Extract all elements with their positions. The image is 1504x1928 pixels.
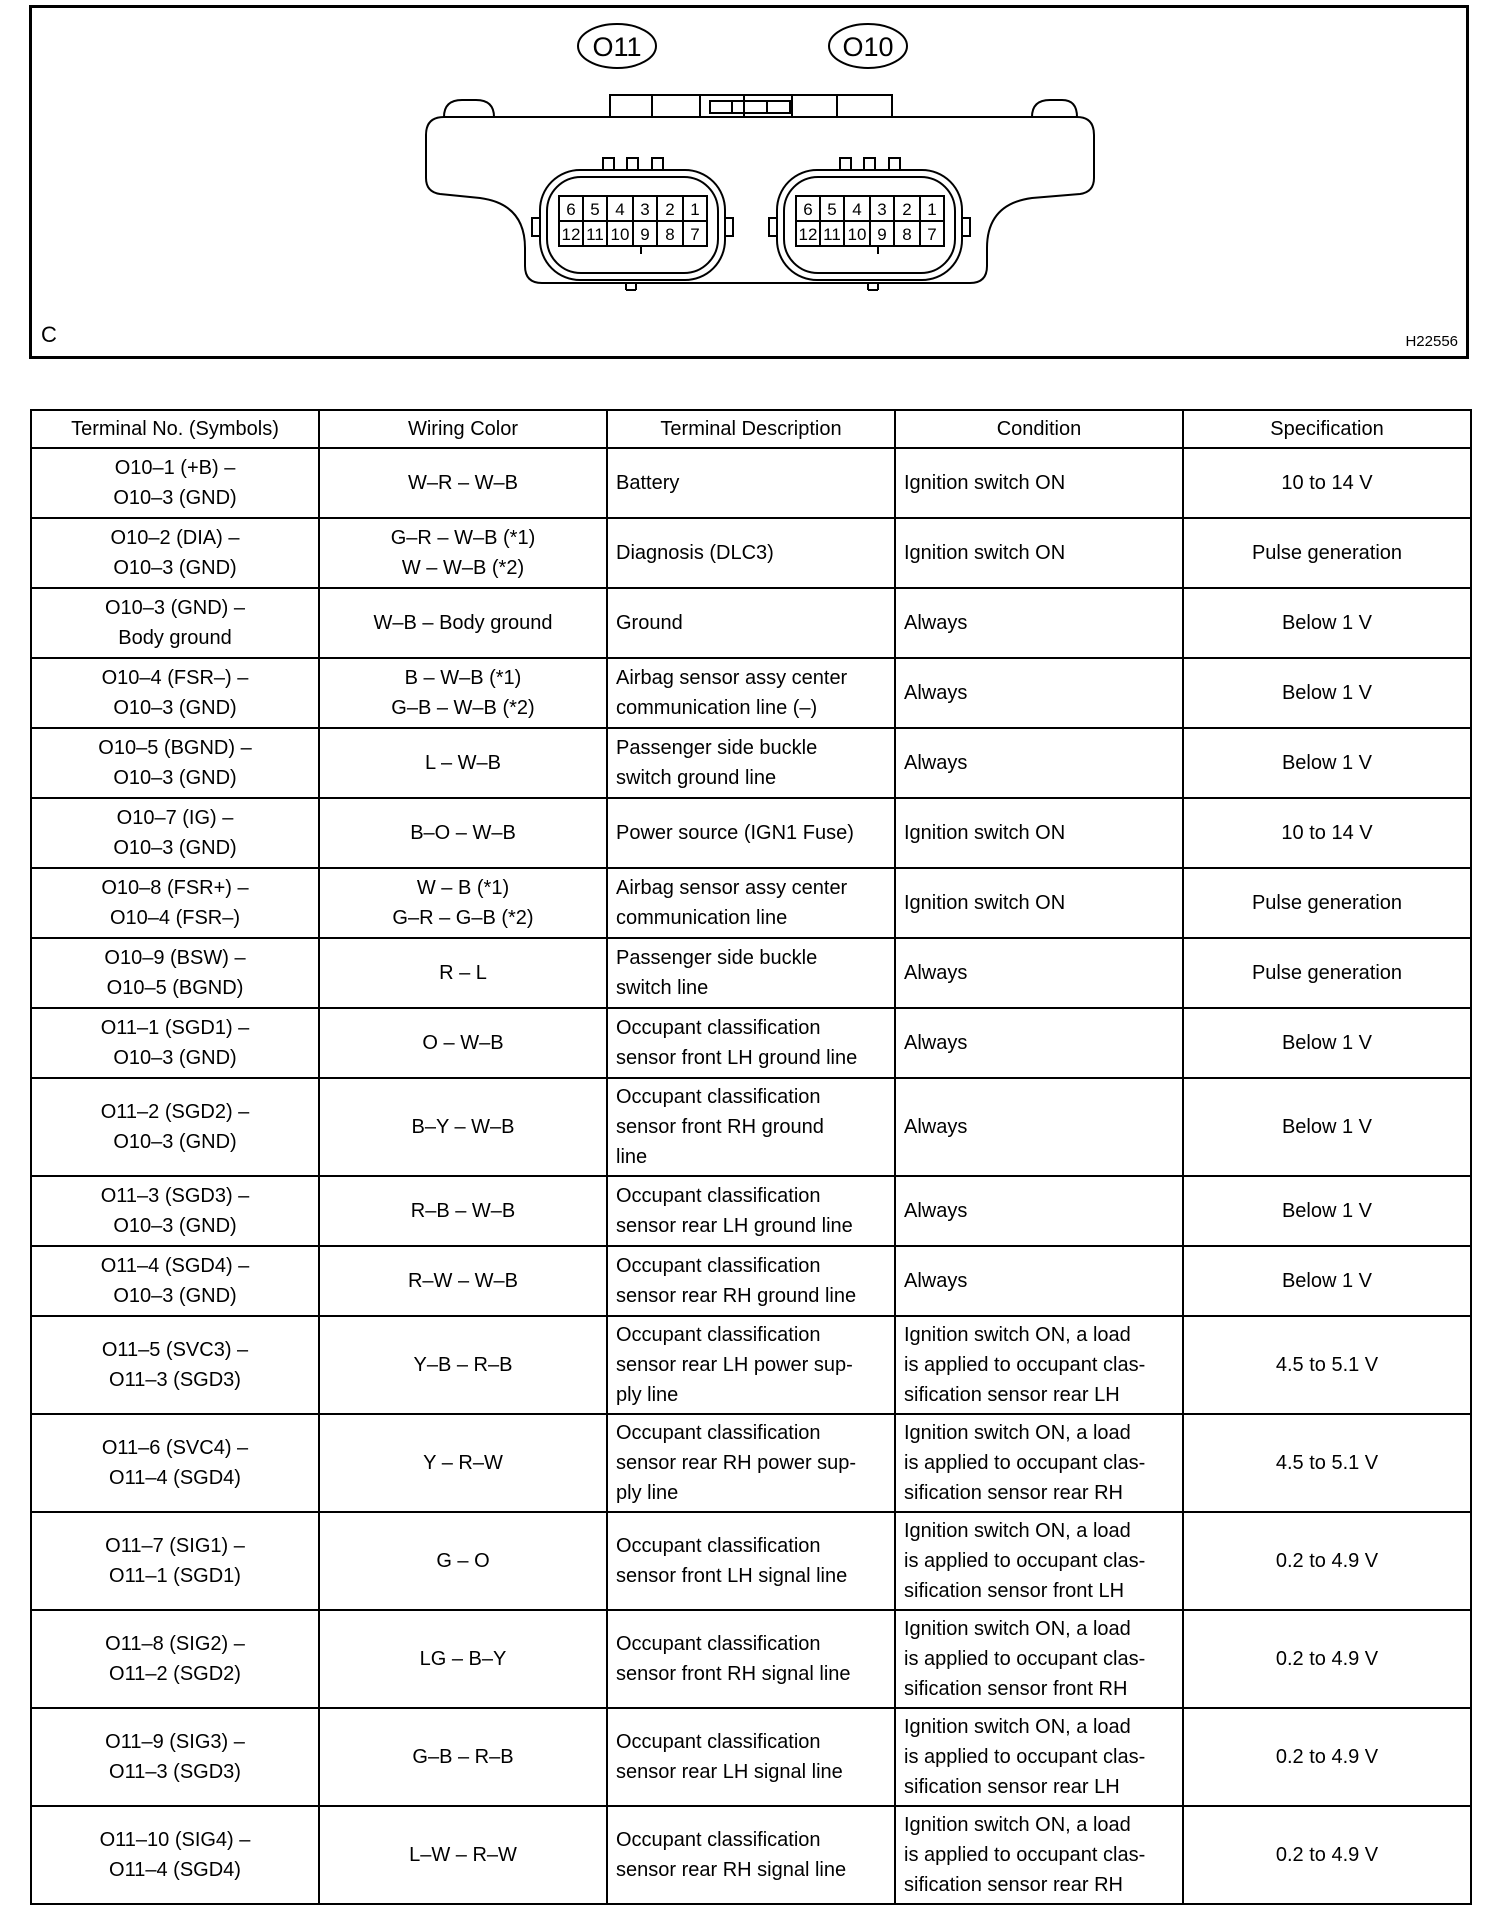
o11-pin: 1 xyxy=(690,200,700,219)
condition-cell xyxy=(895,938,1183,1008)
wiring-color-cell xyxy=(319,1708,607,1806)
condition-cell xyxy=(895,1610,1183,1708)
wiring-color-cell-line: W – B (*1) xyxy=(416,877,510,899)
description-cell-line: Ground xyxy=(616,612,683,634)
terminal-cell xyxy=(31,1708,319,1806)
terminal-cell-line: O11–6 (SVC4) – xyxy=(101,1437,249,1459)
description-cell xyxy=(607,658,895,728)
table-row xyxy=(31,1512,1471,1610)
condition-cell-line: Ignition switch ON, a load xyxy=(904,1324,1131,1346)
specification-cell: Below 1 V xyxy=(1183,588,1471,658)
terminal-cell-line: O10–4 (FSR–) – xyxy=(101,667,249,689)
condition-cell xyxy=(895,448,1183,518)
condition-cell xyxy=(895,588,1183,658)
description-cell-line: Occupant classification xyxy=(616,1255,821,1277)
terminal-cell-line: O10–3 (GND) – xyxy=(104,597,246,619)
specification-cell: 0.2 to 4.9 V xyxy=(1183,1512,1471,1610)
specification-cell: 4.5 to 5.1 V xyxy=(1183,1414,1471,1512)
table-row xyxy=(31,658,1471,728)
terminal-cell xyxy=(31,658,319,728)
wiring-color-cell xyxy=(319,518,607,588)
condition-cell-line: Always xyxy=(904,1270,968,1292)
terminal-cell-line: O10–1 (+B) – xyxy=(114,457,236,479)
description-cell-line: sensor rear RH signal line xyxy=(616,1859,847,1881)
wiring-color-cell xyxy=(319,798,607,868)
terminal-cell-line: O10–5 (BGND) – xyxy=(98,737,252,759)
terminal-cell xyxy=(31,1078,319,1176)
description-cell xyxy=(607,448,895,518)
terminal-cell-line: O11–1 (SGD1) xyxy=(109,1565,241,1587)
description-cell-line: ply line xyxy=(616,1482,679,1504)
header-terminal: Terminal No. (Symbols) xyxy=(31,410,319,448)
table-header-row xyxy=(31,410,1471,448)
terminal-cell-line: O10–3 (GND) xyxy=(113,1131,237,1153)
description-cell-line: communication line xyxy=(616,907,788,929)
condition-cell-line: sification sensor front RH xyxy=(904,1678,1128,1700)
condition-cell-line: sification sensor front LH xyxy=(904,1580,1125,1602)
condition-cell-line: is applied to occupant clas- xyxy=(904,1746,1146,1768)
specification-cell: 10 to 14 V xyxy=(1183,448,1471,518)
condition-cell-line: is applied to occupant clas- xyxy=(904,1452,1146,1474)
table-row xyxy=(31,1806,1471,1904)
description-cell-line: line xyxy=(616,1146,648,1168)
description-cell-line: Occupant classification xyxy=(616,1829,821,1851)
condition-cell-line: Ignition switch ON, a load xyxy=(904,1618,1131,1640)
o10-pin: 12 xyxy=(798,225,818,244)
terminal-cell-line: O11–10 (SIG4) – xyxy=(99,1829,251,1851)
terminal-cell-line: O11–4 (SGD4) xyxy=(109,1859,241,1881)
terminal-cell-line: O11–1 (SGD1) – xyxy=(100,1017,250,1039)
description-cell xyxy=(607,588,895,658)
o11-pin: 9 xyxy=(640,225,650,244)
wiring-color-cell-line: R – L xyxy=(439,962,487,984)
housing-outline xyxy=(426,117,1094,283)
condition-cell-line: sification sensor rear RH xyxy=(904,1482,1123,1504)
specification-cell: 0.2 to 4.9 V xyxy=(1183,1806,1471,1904)
wiring-color-cell-line: G–B – R–B xyxy=(412,1746,514,1768)
wiring-color-cell-line: W–R – W–B xyxy=(407,472,519,494)
description-cell-line: sensor rear LH ground line xyxy=(616,1215,853,1237)
wiring-color-cell xyxy=(319,1806,607,1904)
terminal-cell-line: O11–2 (SGD2) – xyxy=(100,1101,250,1123)
wiring-color-cell xyxy=(319,938,607,1008)
o11-connector xyxy=(532,158,733,280)
table-row xyxy=(31,448,1471,518)
table-row xyxy=(31,1246,1471,1316)
description-cell xyxy=(607,1316,895,1414)
condition-cell xyxy=(895,1708,1183,1806)
terminal-cell-line: O10–3 (GND) xyxy=(113,1285,237,1307)
description-cell xyxy=(607,1708,895,1806)
wiring-color-cell-line: L–W – R–W xyxy=(409,1844,517,1866)
description-cell xyxy=(607,1806,895,1904)
table-row xyxy=(31,1610,1471,1708)
terminal-cell-line: O11–4 (SGD4) – xyxy=(100,1255,250,1277)
wiring-color-cell-line: R–W – W–B xyxy=(407,1270,519,1292)
condition-cell xyxy=(895,518,1183,588)
o10-pin: 3 xyxy=(877,200,887,219)
o10-pin: 2 xyxy=(902,200,912,219)
o10-pin: 5 xyxy=(827,200,837,219)
terminal-cell-line: O10–8 (FSR+) – xyxy=(101,877,249,899)
specification-cell: 0.2 to 4.9 V xyxy=(1183,1610,1471,1708)
condition-cell xyxy=(895,1512,1183,1610)
description-cell-line: Passenger side buckle xyxy=(616,947,818,969)
terminal-cell-line: O10–3 (GND) xyxy=(113,837,237,859)
description-cell xyxy=(607,868,895,938)
wiring-color-cell-line: B–O – W–B xyxy=(410,822,516,844)
terminal-cell xyxy=(31,1246,319,1316)
description-cell-line: Airbag sensor assy center xyxy=(616,667,848,689)
connector-diagram xyxy=(29,5,1469,359)
table-row xyxy=(31,1078,1471,1176)
wiring-color-cell-line: G – O xyxy=(436,1550,490,1572)
description-cell-line: sensor front LH signal line xyxy=(616,1565,848,1587)
condition-cell-line: Ignition switch ON xyxy=(904,892,1066,914)
wiring-color-cell xyxy=(319,1610,607,1708)
wiring-color-cell-line: G–R – G–B (*2) xyxy=(392,907,534,929)
description-cell-line: sensor front RH ground xyxy=(616,1116,824,1138)
description-cell-line: sensor rear LH power sup- xyxy=(616,1354,853,1376)
description-cell xyxy=(607,1008,895,1078)
description-cell-line: switch ground line xyxy=(616,767,777,789)
o11-pin: 8 xyxy=(665,225,675,244)
description-cell-line: Airbag sensor assy center xyxy=(616,877,848,899)
terminal-cell-line: O10–2 (DIA) – xyxy=(110,527,240,549)
wiring-color-cell xyxy=(319,1316,607,1414)
specification-cell: Below 1 V xyxy=(1183,1008,1471,1078)
terminal-cell xyxy=(31,938,319,1008)
description-cell xyxy=(607,1078,895,1176)
description-cell xyxy=(607,1414,895,1512)
terminal-cell-line: O11–2 (SGD2) xyxy=(109,1663,241,1685)
condition-cell-line: is applied to occupant clas- xyxy=(904,1648,1146,1670)
o10-pin: 8 xyxy=(902,225,912,244)
terminal-cell xyxy=(31,1806,319,1904)
wiring-color-cell-line: L – W–B xyxy=(425,752,501,774)
condition-cell-line: Always xyxy=(904,752,968,774)
terminal-cell-line: O10–3 (GND) xyxy=(113,767,237,789)
o10-pin: 9 xyxy=(877,225,887,244)
specification-cell: Pulse generation xyxy=(1183,938,1471,1008)
o10-pin: 7 xyxy=(927,225,937,244)
condition-cell xyxy=(895,1078,1183,1176)
condition-cell-line: Always xyxy=(904,1116,968,1138)
o10-pin: 10 xyxy=(847,225,867,244)
terminal-cell-line: O10–3 (GND) xyxy=(113,1215,237,1237)
description-cell-line: sensor rear RH power sup- xyxy=(616,1452,857,1474)
o11-pin: 2 xyxy=(665,200,675,219)
terminal-cell-line: O10–3 (GND) xyxy=(113,1047,237,1069)
o10-pin: 1 xyxy=(927,200,937,219)
description-cell xyxy=(607,938,895,1008)
condition-cell-line: Always xyxy=(904,1032,968,1054)
o11-pin: 5 xyxy=(590,200,600,219)
description-cell xyxy=(607,1610,895,1708)
specification-cell: 0.2 to 4.9 V xyxy=(1183,1708,1471,1806)
condition-cell xyxy=(895,1414,1183,1512)
terminal-cell-line: O11–5 (SVC3) – xyxy=(101,1339,249,1361)
terminal-cell xyxy=(31,1316,319,1414)
wiring-color-cell xyxy=(319,658,607,728)
wiring-color-cell-line: G–B – W–B (*2) xyxy=(391,697,535,719)
o11-pin: 7 xyxy=(690,225,700,244)
table-row xyxy=(31,798,1471,868)
o11-label: O11 xyxy=(592,32,642,62)
specification-cell: Below 1 V xyxy=(1183,1176,1471,1246)
specification-cell: Below 1 V xyxy=(1183,658,1471,728)
terminal-cell xyxy=(31,1008,319,1078)
condition-cell-line: sification sensor rear RH xyxy=(904,1874,1123,1896)
description-cell-line: Occupant classification xyxy=(616,1535,821,1557)
specification-cell: Below 1 V xyxy=(1183,1078,1471,1176)
wiring-color-cell xyxy=(319,868,607,938)
terminal-cell-line: O11–7 (SIG1) – xyxy=(105,1535,245,1557)
description-cell xyxy=(607,1512,895,1610)
terminal-cell xyxy=(31,448,319,518)
specification-cell: Below 1 V xyxy=(1183,1246,1471,1316)
wiring-color-cell-line: Y–B – R–B xyxy=(413,1354,513,1376)
condition-cell-line: Always xyxy=(904,962,968,984)
description-cell-line: Power source (IGN1 Fuse) xyxy=(616,822,854,844)
condition-cell-line: is applied to occupant clas- xyxy=(904,1844,1146,1866)
o10-connector xyxy=(769,158,970,280)
o11-pin: 3 xyxy=(640,200,650,219)
terminal-cell xyxy=(31,588,319,658)
description-cell-line: sensor front LH ground line xyxy=(616,1047,858,1069)
wiring-color-cell xyxy=(319,728,607,798)
header-wiring-color: Wiring Color xyxy=(319,410,607,448)
condition-cell-line: Always xyxy=(904,682,968,704)
description-cell-line: switch line xyxy=(616,977,709,999)
wiring-color-cell xyxy=(319,1176,607,1246)
table-row xyxy=(31,588,1471,658)
description-cell-line: Occupant classification xyxy=(616,1422,821,1444)
terminal-cell-line: Body ground xyxy=(118,627,232,649)
table-row xyxy=(31,518,1471,588)
terminal-cell xyxy=(31,1176,319,1246)
condition-cell-line: Always xyxy=(904,1200,968,1222)
description-cell-line: Passenger side buckle xyxy=(616,737,818,759)
description-cell xyxy=(607,518,895,588)
wiring-color-cell xyxy=(319,1246,607,1316)
condition-cell-line: Ignition switch ON, a load xyxy=(904,1814,1131,1836)
terminal-cell-line: O11–3 (SGD3) xyxy=(109,1369,241,1391)
description-cell xyxy=(607,728,895,798)
header-condition: Condition xyxy=(895,410,1183,448)
description-cell-line: Occupant classification xyxy=(616,1633,821,1655)
specification-cell: 4.5 to 5.1 V xyxy=(1183,1316,1471,1414)
o11-pin: 4 xyxy=(615,200,625,219)
condition-cell-line: Ignition switch ON, a load xyxy=(904,1422,1131,1444)
condition-cell-line: Ignition switch ON, a load xyxy=(904,1520,1131,1542)
terminal-cell-line: O10–9 (BSW) – xyxy=(104,947,246,969)
terminal-cell-line: O10–5 (BGND) xyxy=(106,977,244,999)
description-cell xyxy=(607,1246,895,1316)
condition-cell-line: Ignition switch ON xyxy=(904,822,1066,844)
description-cell-line: Occupant classification xyxy=(616,1324,821,1346)
terminal-cell-line: O11–4 (SGD4) xyxy=(109,1467,241,1489)
terminal-cell xyxy=(31,1512,319,1610)
figure-corner-letter: C xyxy=(41,322,57,347)
description-cell xyxy=(607,798,895,868)
specification-cell: 10 to 14 V xyxy=(1183,798,1471,868)
header-terminal-description: Terminal Description xyxy=(607,410,895,448)
wiring-color-cell-line: Y – R–W xyxy=(423,1452,503,1474)
description-cell-line: Occupant classification xyxy=(616,1185,821,1207)
condition-cell xyxy=(895,1246,1183,1316)
table-row xyxy=(31,1316,1471,1414)
condition-cell xyxy=(895,868,1183,938)
condition-cell xyxy=(895,1008,1183,1078)
description-cell-line: communication line (–) xyxy=(616,697,818,719)
terminal-cell-line: O11–9 (SIG3) – xyxy=(105,1731,245,1753)
terminal-cell xyxy=(31,1414,319,1512)
condition-cell-line: sification sensor rear LH xyxy=(904,1776,1120,1798)
terminal-cell xyxy=(31,868,319,938)
description-cell-line: sensor front RH signal line xyxy=(616,1663,851,1685)
condition-cell xyxy=(895,1806,1183,1904)
wiring-color-cell-line: O – W–B xyxy=(422,1032,504,1054)
description-cell-line: Occupant classification xyxy=(616,1731,821,1753)
table-row xyxy=(31,728,1471,798)
wiring-color-cell-line: W–B – Body ground xyxy=(373,612,553,634)
wiring-color-cell xyxy=(319,1078,607,1176)
terminal-cell xyxy=(31,518,319,588)
wiring-color-cell xyxy=(319,1512,607,1610)
description-cell-line: ply line xyxy=(616,1384,679,1406)
terminal-cell xyxy=(31,1610,319,1708)
description-cell-line: Battery xyxy=(616,472,680,494)
condition-cell-line: Ignition switch ON xyxy=(904,472,1066,494)
specification-cell: Below 1 V xyxy=(1183,728,1471,798)
terminal-cell-line: O11–3 (SGD3) – xyxy=(100,1185,250,1207)
o11-pin: 12 xyxy=(561,225,581,244)
o10-pin: 6 xyxy=(803,200,813,219)
specification-cell: Pulse generation xyxy=(1183,868,1471,938)
o10-label: O10 xyxy=(842,32,894,62)
o11-pin: 6 xyxy=(566,200,576,219)
wiring-color-cell-line: G–R – W–B (*1) xyxy=(390,527,536,549)
terminal-spec-table xyxy=(30,409,1472,1905)
condition-cell-line: Always xyxy=(904,612,968,634)
terminal-cell-line: O10–4 (FSR–) xyxy=(109,907,241,929)
wiring-color-cell-line: B – W–B (*1) xyxy=(404,667,522,689)
description-cell xyxy=(607,1176,895,1246)
table-row xyxy=(31,1414,1471,1512)
wiring-color-cell xyxy=(319,1008,607,1078)
description-cell-line: sensor rear LH signal line xyxy=(616,1761,843,1783)
o10-pin: 4 xyxy=(852,200,862,219)
condition-cell-line: is applied to occupant clas- xyxy=(904,1550,1146,1572)
condition-cell-line: is applied to occupant clas- xyxy=(904,1354,1146,1376)
terminal-cell-line: O10–7 (IG) – xyxy=(116,807,234,829)
wiring-color-cell-line: W – W–B (*2) xyxy=(401,557,525,579)
condition-cell-line: Ignition switch ON xyxy=(904,542,1066,564)
terminal-cell xyxy=(31,728,319,798)
terminal-cell-line: O10–3 (GND) xyxy=(113,487,237,509)
condition-cell-line: sification sensor rear LH xyxy=(904,1384,1120,1406)
wiring-color-cell-line: LG – B–Y xyxy=(419,1648,507,1670)
description-cell-line: Occupant classification xyxy=(616,1086,821,1108)
description-cell-line: Diagnosis (DLC3) xyxy=(616,542,774,564)
description-cell-line: sensor rear RH ground line xyxy=(616,1285,857,1307)
terminal-cell xyxy=(31,798,319,868)
wiring-color-cell xyxy=(319,448,607,518)
table-row xyxy=(31,1008,1471,1078)
condition-cell xyxy=(895,798,1183,868)
wiring-color-cell xyxy=(319,588,607,658)
terminal-cell-line: O10–3 (GND) xyxy=(113,697,237,719)
connector-drawing xyxy=(32,8,1466,356)
condition-cell xyxy=(895,658,1183,728)
condition-cell-line: Ignition switch ON, a load xyxy=(904,1716,1131,1738)
table-row xyxy=(31,1176,1471,1246)
figure-code: H22556 xyxy=(1405,333,1458,350)
wiring-color-cell-line: R–B – W–B xyxy=(410,1200,516,1222)
condition-cell xyxy=(895,1316,1183,1414)
table-row xyxy=(31,1708,1471,1806)
o10-pin: 11 xyxy=(823,225,841,244)
condition-cell xyxy=(895,1176,1183,1246)
wiring-color-cell-line: B–Y – W–B xyxy=(411,1116,515,1138)
terminal-cell-line: O11–3 (SGD3) xyxy=(109,1761,241,1783)
specification-cell: Pulse generation xyxy=(1183,518,1471,588)
header-specification: Specification xyxy=(1183,410,1471,448)
condition-cell xyxy=(895,728,1183,798)
table-row xyxy=(31,868,1471,938)
wiring-color-cell xyxy=(319,1414,607,1512)
table-row xyxy=(31,938,1471,1008)
o11-pin: 11 xyxy=(586,225,604,244)
description-cell-line: Occupant classification xyxy=(616,1017,821,1039)
terminal-cell-line: O11–8 (SIG2) – xyxy=(105,1633,245,1655)
o11-pin: 10 xyxy=(610,225,630,244)
terminal-cell-line: O10–3 (GND) xyxy=(113,557,237,579)
